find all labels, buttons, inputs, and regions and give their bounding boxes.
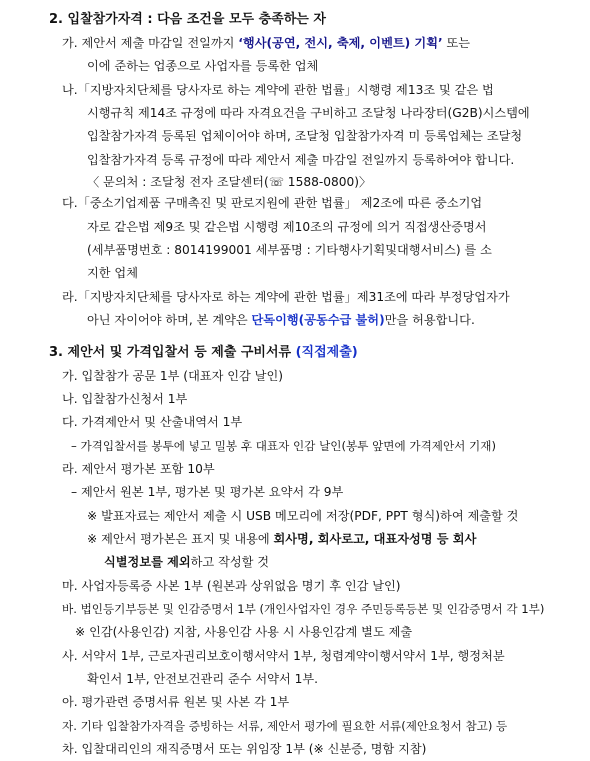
section-3-item-na: 나. 입찰참가신청서 1부 <box>62 391 188 406</box>
section-2-item-ga-line-2: 이에 준하는 업종으로 사업자를 등록한 업체 <box>87 59 319 74</box>
section-2-item-ga-line-1: 가. 제안서 제출 마감일 전일까지 ‘행사(공연, 전시, 축제, 이벤트) 기획’ 또는 <box>62 36 471 51</box>
section-2-item-da-line-3: (세부품명번호 : 8014199001 세부품명 : 기타행사기획및대행서비스) 를 소 <box>87 243 492 258</box>
section-3-item-ba: 바. 법인등기부등본 및 인감증명서 1부 (개인사업자인 경우 주민등록등본 및 인감증명서 각 1부) <box>62 601 545 616</box>
section-3-item-ra-note-2-line-1: ※ 제안서 평가본은 표지 및 내용에 회사명, 회사로고, 대표자성명 등 회사 <box>87 531 477 546</box>
section-2-item-na-line-4: 입찰참가자격 등록 규정에 따라 제안서 제출 마감일 전일까지 등록하여야 합니다. <box>87 152 515 167</box>
section-2-item-na-line-3: 입찰참가자격 등록된 업체이어야 하며, 조달청 입찰참가자격 미 등록업체는 조달청 <box>87 129 523 144</box>
section-2-item-da-line-2: 자로 같은법 제9조 및 같은법 시행령 제10조의 규정에 의거 직접생산증명서 <box>87 219 487 234</box>
section-3-item-sa-line-1: 사. 서약서 1부, 근로자권리보호이행서약서 1부, 청렴계약이행서약서 1부, 행정처분 <box>62 648 505 663</box>
sole-performance-emphasis: 단독이행(공동수급 불허) <box>251 313 385 328</box>
section-2-item-da-line-1: 다.「중소기업제품 구매촉진 및 판로지원에 관한 법률」 제2조에 따른 중소기업 <box>62 196 483 211</box>
company-id-info-emphasis: 회사명, 회사로고, 대표자성명 등 회사 <box>273 531 477 546</box>
section-2-item-ra-line-1: 라.「지방자치단체를 당사자로 하는 계약에 관한 법률」제31조에 따라 부정당업자가 <box>62 289 510 304</box>
section-3-item-ma: 마. 사업자등록증 사본 1부 (원본과 상위없음 명기 후 인감 날인) <box>62 578 401 593</box>
section-3-item-da: 다. 가격제안서 및 산출내역서 1부 <box>62 415 243 430</box>
section-2-item-da-line-4: 지한 업체 <box>87 266 138 281</box>
section-2-item-na-line-1: 나.「지방자치단체를 당사자로 하는 계약에 관한 법률」시행령 제13조 및 같은 법 <box>62 82 494 97</box>
section-2-title: 2. 입찰참가자격 : 다음 조건을 모두 충족하는 자 <box>49 11 326 27</box>
contact-info: 〈 문의처 : 조달청 전자 조달센터(☏ 1588-0800)〉 <box>87 175 372 190</box>
direct-submission-label: (직접제출) <box>295 345 358 361</box>
section-3-item-ra: 라. 제안서 평가본 포함 10부 <box>62 461 215 476</box>
section-3-item-ga: 가. 입찰참가 공문 1부 (대표자 인감 날인) <box>62 368 283 383</box>
section-3-item-sa-line-2: 확인서 1부, 안전보건관리 준수 서약서 1부. <box>87 671 318 686</box>
section-3-item-ja: 자. 기타 입찰참가자격을 증빙하는 서류, 제안서 평가에 필요한 서류(제안요청서 참고) 등 <box>62 718 508 733</box>
event-planning-emphasis: ‘행사(공연, 전시, 축제, 이벤트) 기획’ <box>238 36 443 51</box>
section-3-item-a: 아. 평가관련 증명서류 원본 및 사본 각 1부 <box>62 695 290 710</box>
section-3-item-da-sub: – 가격입찰서를 봉투에 넣고 밀봉 후 대표자 인감 날인(봉투 앞면에 가격제안서 기재) <box>71 438 496 453</box>
section-3-item-ra-sub: – 제안서 원본 1부, 평가본 및 평가본 요약서 각 9부 <box>71 485 344 500</box>
section-3-item-ba-note: ※ 인감(사용인감) 지참, 사용인감 사용 시 사용인감계 별도 제출 <box>75 625 413 640</box>
section-3-item-ra-note-2-line-2: 식별정보를 제외하고 작성할 것 <box>104 555 270 570</box>
section-3-item-ra-note-1: ※ 발표자료는 제안서 제출 시 USB 메모리에 저장(PDF, PPT 형식)하여 제출할 것 <box>87 508 519 523</box>
section-2-item-na-line-2: 시행규칙 제14조 규정에 따라 자격요건을 구비하고 조달청 나라장터(G2B)시스템에 <box>87 106 530 121</box>
section-3-title: 3. 제안서 및 가격입찰서 등 제출 구비서류 (직접제출) <box>49 345 358 361</box>
section-2-item-ra-line-2: 아닌 자이어야 하며, 본 계약은 단독이행(공동수급 불허)만을 허용합니다. <box>87 313 475 328</box>
section-3-item-cha: 차. 입찰대리인의 재직증명서 또는 위임장 1부 (※ 신분증, 명함 지참) <box>62 742 427 756</box>
